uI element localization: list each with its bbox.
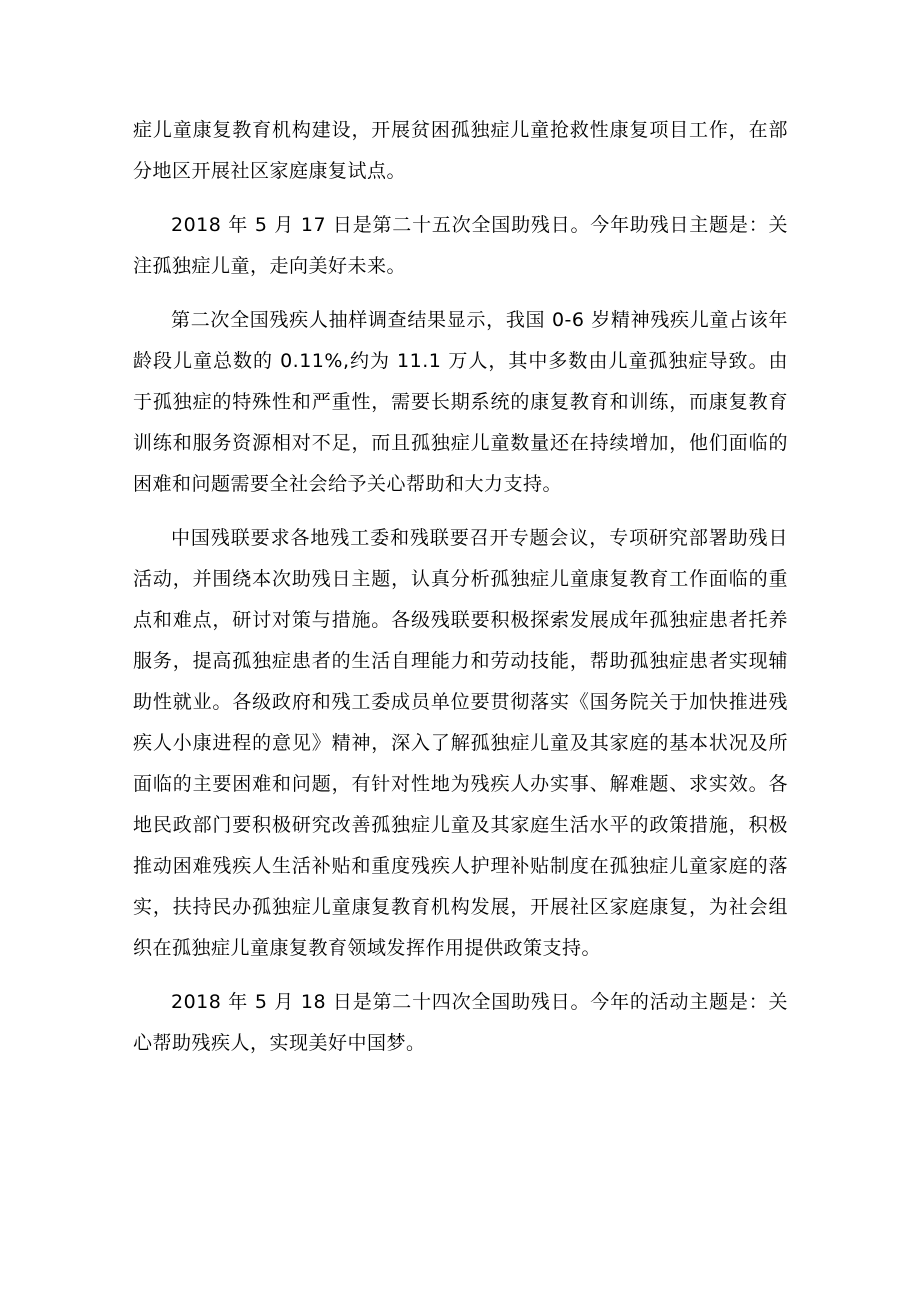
paragraph-4: 中国残联要求各地残工委和残联要召开专题会议，专项研究部署助残日活动，并围绕本次助残日主题，认真分析孤独症儿童康复教育工作面临的重点和难点，研讨对策与措施。各级残联要积极探索发展成年孤独症患者托养服务，提高孤独症患者的生活自理能力和劳动技能，帮助孤独症患者实现辅助性就业。各级政府和残工委成员单位要贯彻落实《国务院关于加快推进残疾人小康进程的意见》精神，深入了解孤独症儿童及其家庭的基本状况及所面临的主要困难和问题，有针对性地为残疾人办实事、解难题、求实效。各地民政部门要积极研究改善孤独症儿童及其家庭生活水平的政策措施，积极推动困难残疾人生活补贴和重度残疾人护理补贴制度在孤独症儿童家庭的落实，扶持民办孤独症儿童康复教育机构发展，开展社区家庭康复，为社会组织在孤独症儿童康复教育领域发挥作用提供政策支持。 [133,527,788,959]
paragraph-2: 2018 年 5 月 17 日是第二十五次全国助残日。今年助残日主题是：关注孤独症儿童，走向美好未来。 [133,214,788,277]
paragraph-5: 2018 年 5 月 18 日是第二十四次全国助残日。今年的活动主题是：关心帮助残疾人，实现美好中国梦。 [133,991,788,1054]
paragraph-1: 症儿童康复教育机构建设，开展贫困孤独症儿童抢救性康复项目工作，在部分地区开展社区家庭康复试点。 [133,119,788,182]
paragraph-3: 第二次全国残疾人抽样调查结果显示，我国 0-6 岁精神残疾儿童占该年龄段儿童总数的 0.11%,约为 11.1 万人，其中多数由儿童孤独症导致。由于孤独症的特殊性和严重性，需要长期系统的康复教育和训练，而康复教育训练和服务资源相对不足，而且孤独症儿童数量还在持续增加，他们面临的困难和问题需要全社会给予关心帮助和大力支持。 [133,309,788,495]
